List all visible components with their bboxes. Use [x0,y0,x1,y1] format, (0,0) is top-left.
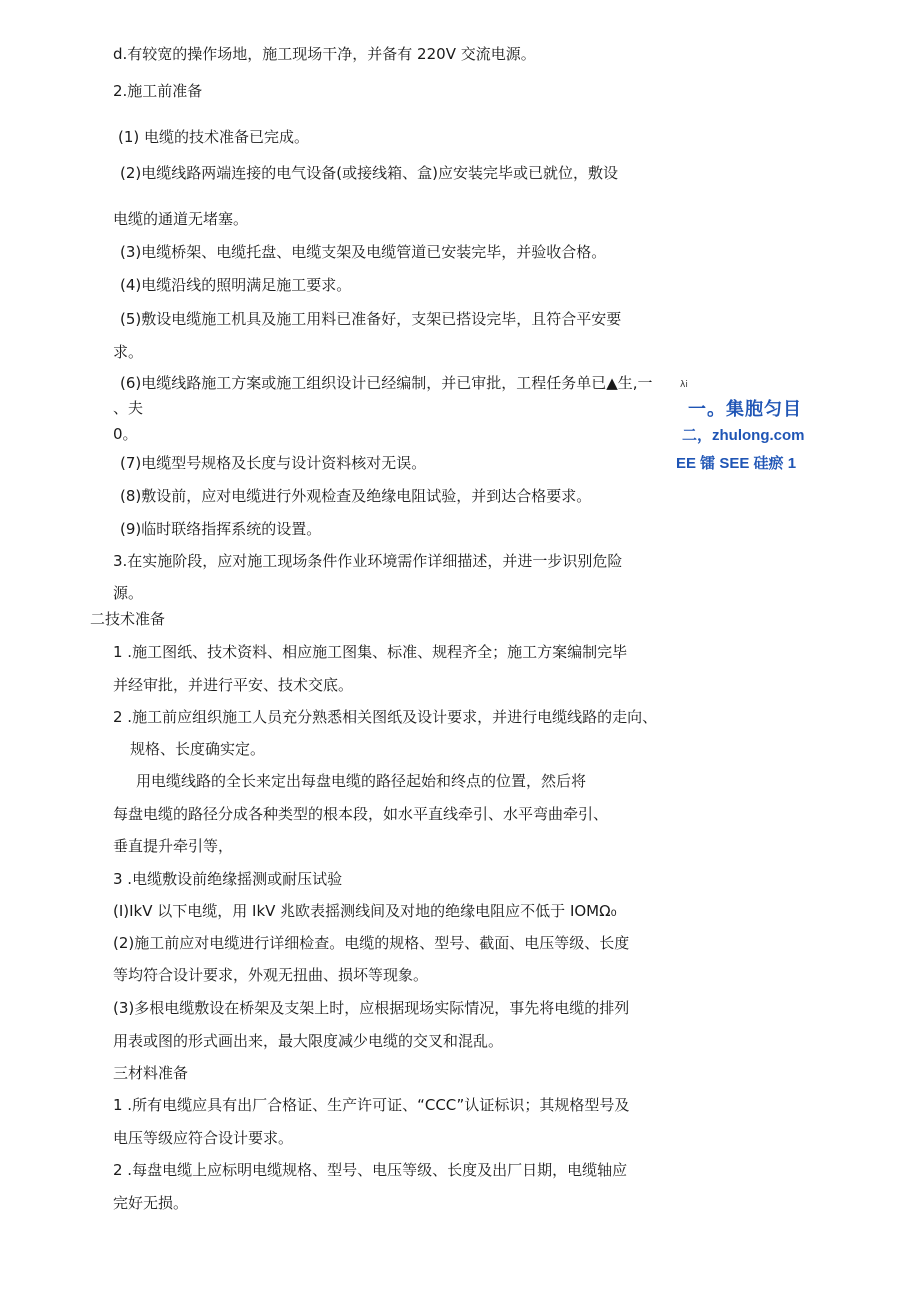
text-line: (1) 电缆的技术准备已完成。 [118,128,310,146]
text-line: 电缆的通道无堵塞。 [113,210,249,228]
text-line: 电压等级应符合设计要求。 [113,1129,294,1147]
text-line: 3 .电缆敷设前绝缘摇测或耐压试验 [113,870,343,888]
text-line: (4)电缆沿线的照明满足施工要求。 [120,276,352,294]
text-line: 用表或图的形式画出来，最大限度减少电缆的交叉和混乱。 [113,1032,504,1050]
text-line: 3.在实施阶段，应对施工现场条件作业环境需作详细描述，并进一步识别危险 [113,552,623,570]
section-heading: 三材料准备 [113,1064,189,1082]
text-line: 1 .施工图纸、技术资料、相应施工图集、标准、规程齐全；施工方案编制完毕 [113,643,628,661]
text-line: 0。 [113,425,138,443]
text-line: 并经审批，并进行平安、技术交底。 [113,676,354,694]
text-line: 2 .施工前应组织施工人员充分熟悉相关图纸及设计要求，并进行电缆线路的走向、 [113,708,658,726]
text-line: 规格、长度确实定。 [130,740,266,758]
text-line: 、夫 [113,399,144,417]
text-line: (3)电缆桥架、电缆托盘、电缆支架及电缆管道已安装完毕，并验收合格。 [120,243,607,261]
text-line: d.有较宽的操作场地，施工现场干净，并备有 220V 交流电源。 [113,45,536,63]
text-line: (3)多根电缆敷设在桥架及支架上时，应根据现场实际情况，事先将电缆的排列 [113,999,630,1017]
text-line: 求。 [113,343,144,361]
text-line: (8)敷设前，应对电缆进行外观检查及绝缘电阻试验，并到达合格要求。 [120,487,592,505]
text-line: 完好无损。 [113,1194,189,1212]
text-line: (6)电缆线路施工方案或施工组织设计已经编制，并已审批，工程任务单已▲生,一 [120,374,653,392]
text-line: 每盘电缆的路径分成各种类型的根本段，如水平直线牵引、水平弯曲牵引、 [113,805,609,823]
watermark-line-2: 二，zhulong.com [682,427,805,444]
section-heading: 2.施工前准备 [113,82,203,100]
watermark-line-3: EE 镭 SEE 硅瘀 1 [676,455,797,472]
text-line: (9)临时联络指挥系统的设置。 [120,520,322,538]
text-line: (I)IkV 以下电缆，用 IkV 兆欧表摇测线间及对地的绝缘电阻应不低于 IOMΩ₀ [113,902,617,920]
text-line: (2)电缆线路两端连接的电气设备(或接线箱、盒)应安装完毕或已就位，敷设 [120,164,618,182]
section-heading: 二技术准备 [90,610,166,628]
text-line: 等均符合设计要求，外观无扭曲、损坏等现象。 [113,966,429,984]
text-line: (7)电缆型号规格及长度与设计资料核对无误。 [120,454,427,472]
text-line: (2)施工前应对电缆进行详细检查。电缆的规格、型号、截面、电压等级、长度 [113,934,630,952]
watermark-line-1: 一。集胞匀目 [688,399,802,420]
text-line: 用电缆线路的全长来定出每盘电缆的路径起始和终点的位置，然后将 [136,772,587,790]
stray-mark: λi [680,380,688,390]
text-line: 源。 [113,584,144,602]
text-line: 垂直提升牵引等， [113,837,234,855]
text-line: 2 .每盘电缆上应标明电缆规格、型号、电压等级、长度及出厂日期，电缆轴应 [113,1161,628,1179]
text-line: 1 .所有电缆应具有出厂合格证、生产许可证、“CCC”认证标识；其规格型号及 [113,1096,630,1114]
text-line: (5)敷设电缆施工机具及施工用料已准备好，支架已搭设完毕，且符合平安要 [120,310,622,328]
